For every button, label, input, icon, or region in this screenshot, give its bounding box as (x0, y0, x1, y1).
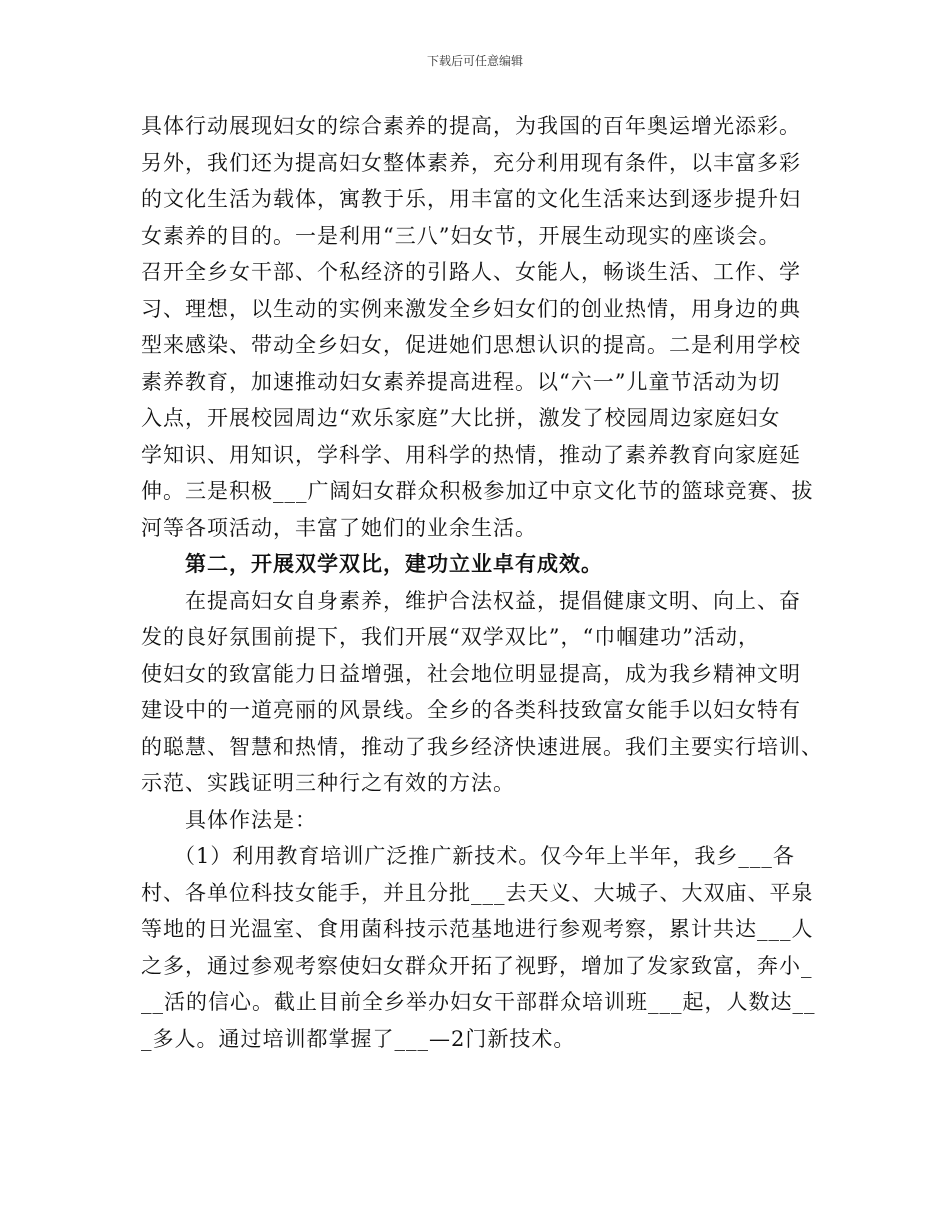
text-line: 示范、实践证明三种行之有效的方法。 (141, 771, 515, 795)
document-body (141, 108, 823, 1057)
text-line: 之多，通过参观考察使妇女群众开拓了视野，增加了发家致富，奔小_ (141, 953, 813, 978)
page-header: 下载后可任意编辑 (426, 54, 523, 68)
text-line: 伸。三是积极___广阔妇女群众积极参加辽中京文化节的篮球竞赛、拔 (141, 479, 814, 503)
section-heading-line: 第二，开展双学双比，建功立业卓有成效。 (185, 551, 603, 576)
text-line: _多人。通过培训都掌握了___—2门新技术。 (141, 1026, 576, 1051)
text-line: 入点，开展校园周边“欢乐家庭”大比拼，激发了校园周边家庭妇女 (141, 406, 781, 430)
text-line: 女素养的目的。一是利用“三八”妇女节，开展生动现实的座谈会。 (141, 223, 781, 248)
text-line: 在提高妇女自身素养，维护合法权益，提倡健康文明、向上、奋 (185, 588, 801, 613)
text-line: 建设中的一道亮丽的风景线。全乡的各类科技致富女能手以妇女特有 (141, 698, 801, 722)
text-line: 习、理想，以生动的实例来激发全乡妇女们的创业热情，用身边的典 (141, 296, 801, 321)
text-line: 具体作法是： (185, 807, 317, 832)
text-line: __活的信心。截止目前全乡举办妇女干部群众培训班___起，人数达__ (141, 990, 816, 1014)
text-line: 的文化生活为载体，寓教于乐，用丰富的文化生活来达到逐步提升妇 (141, 187, 801, 211)
text-line: 村、各单位科技女能手，并且分批___去天义、大城子、大双庙、平泉 (141, 880, 814, 905)
text-line: 型来感染、带动全乡妇女，促进她们思想认识的提高。二是利用学校 (141, 333, 801, 357)
text-line: 河等各项活动，丰富了她们的业余生活。 (141, 515, 537, 540)
text-line: 发的良好氛围前提下，我们开展“双学双比”，“巾帼建功”活动， (141, 625, 760, 649)
text-line: 等地的日光温室、食用菌科技示范基地进行参观考察，累计共达___人 (141, 917, 814, 941)
text-line: 的聪慧、智慧和热情，推动了我乡经济快速进展。我们主要实行培训、 (141, 734, 823, 759)
text-line: 学知识、用知识，学科学、用科学的热情，推动了素养教育向家庭延 (141, 442, 801, 467)
text-line: 召开全乡女干部、个私经济的引路人、女能人，畅谈生活、工作、学 (141, 260, 801, 284)
text-line: 使妇女的致富能力日益增强，社会地位明显提高，成为我乡精神文明 (141, 661, 801, 686)
text-line: 具体行动展现妇女的综合素养的提高，为我国的百年奥运增光添彩。 (141, 114, 801, 138)
text-line: 另外，我们还为提高妇女整体素养，充分利用现有条件，以丰富多彩 (141, 150, 801, 175)
text-line: （1）利用教育培训广泛推广新技术。仅今年上半年，我乡___各 (174, 844, 795, 868)
text-line: 素养教育，加速推动妇女素养提高进程。以“六一”儿童节活动为切 (141, 369, 781, 394)
